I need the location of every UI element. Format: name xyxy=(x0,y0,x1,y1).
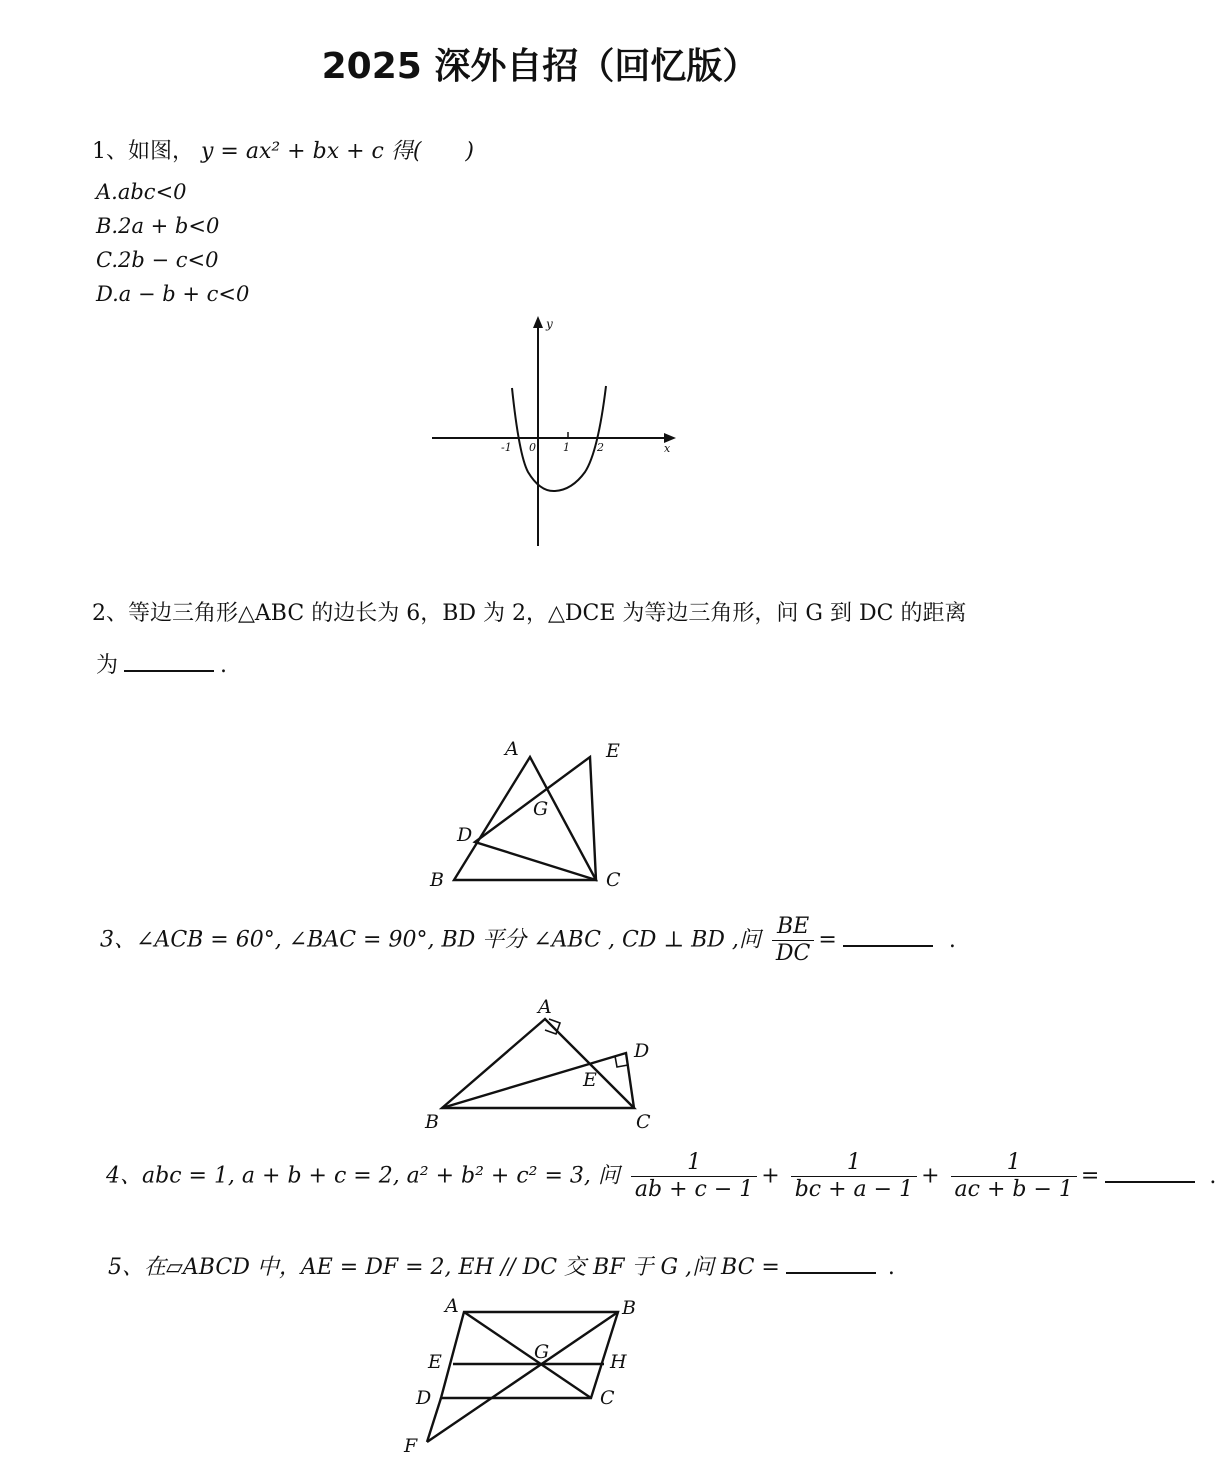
q1-formula: y = ax² + bx + c 得( ) xyxy=(201,139,475,164)
q2-text2: 为 xyxy=(96,653,119,678)
tick-label-2: 2 xyxy=(597,441,604,454)
tick-label-neg1: -1 xyxy=(501,441,512,454)
q3-point-b: B xyxy=(425,1111,439,1133)
q5-point-f: F xyxy=(404,1435,418,1457)
q5-point-e: E xyxy=(428,1351,442,1373)
q4-f3-num: 1 xyxy=(951,1150,1077,1177)
q5-end: . xyxy=(887,1255,895,1280)
q1-option-b: B.2a + b<0 xyxy=(96,214,220,238)
q4-f2-num: 1 xyxy=(791,1150,917,1177)
tick-label-0: 0 xyxy=(529,441,536,454)
y-axis-label: y xyxy=(546,317,553,331)
q5-point-b: B xyxy=(622,1297,636,1319)
q1-option-a: A.abc<0 xyxy=(96,180,187,204)
q2-point-c: C xyxy=(606,869,621,891)
q4-f2-den: bc + a − 1 xyxy=(794,1177,914,1202)
q3-point-c: C xyxy=(636,1111,651,1133)
q2-point-d: D xyxy=(457,824,473,846)
q1-stem: 1、如图， xyxy=(92,139,194,164)
q4-f1-den: ab + c − 1 xyxy=(634,1177,754,1202)
q2-point-b: B xyxy=(430,869,444,891)
q3-end: . xyxy=(948,927,956,953)
q2-point-g: G xyxy=(533,798,549,820)
q4-plus-1: + xyxy=(761,1163,780,1189)
q4-answer-blank[interactable] xyxy=(1105,1161,1195,1183)
q4-f3-den: ac + b − 1 xyxy=(954,1177,1073,1202)
q5-point-h: H xyxy=(610,1351,627,1373)
q3-frac-num: BE xyxy=(772,914,814,941)
page-title: 2025 深外自招（回忆版） xyxy=(321,46,759,87)
tick-label-1: 1 xyxy=(563,441,570,454)
q2-point-a: A xyxy=(505,738,519,760)
q2-text: 2、等边三角形△ABC 的边长为 6，BD 为 2，△DCE 为等边三角形，问 G 到 DC 的距离 xyxy=(92,601,967,626)
x-axis-label: x xyxy=(664,442,671,455)
q1-option-d: D.a − b + c<0 xyxy=(96,282,250,306)
q3-text: 3、∠ACB = 60°, ∠BAC = 90°, BD 平分 ∠ABC , CD ⊥ BD ,问 xyxy=(100,927,761,953)
q3-point-e: E xyxy=(583,1069,597,1091)
q5-point-g: G xyxy=(534,1341,550,1363)
q4-plus-2: + xyxy=(921,1163,940,1189)
q5-point-a: A xyxy=(445,1295,459,1317)
q4-text: 4、abc = 1, a + b + c = 2, a² + b² + c² = 3, 问 xyxy=(106,1163,620,1189)
q3-point-a: A xyxy=(538,996,552,1018)
q2-end: . xyxy=(220,653,228,678)
q4-eq: = xyxy=(1080,1163,1100,1189)
q5-point-d: D xyxy=(416,1387,432,1409)
q5-text: 5、在▱ABCD 中，AE = DF = 2, EH // DC 交 BF 于 G ,问 BC = xyxy=(108,1255,780,1280)
q5-point-c: C xyxy=(600,1387,615,1409)
q3-point-d: D xyxy=(634,1040,650,1062)
q4-end: . xyxy=(1209,1163,1216,1189)
q1-option-c: C.2b − c<0 xyxy=(96,248,219,272)
q2-point-e: E xyxy=(606,740,620,762)
q4-f1-num: 1 xyxy=(631,1150,757,1177)
q3-eq: = xyxy=(818,927,837,953)
q3-frac-den: DC xyxy=(775,941,811,966)
